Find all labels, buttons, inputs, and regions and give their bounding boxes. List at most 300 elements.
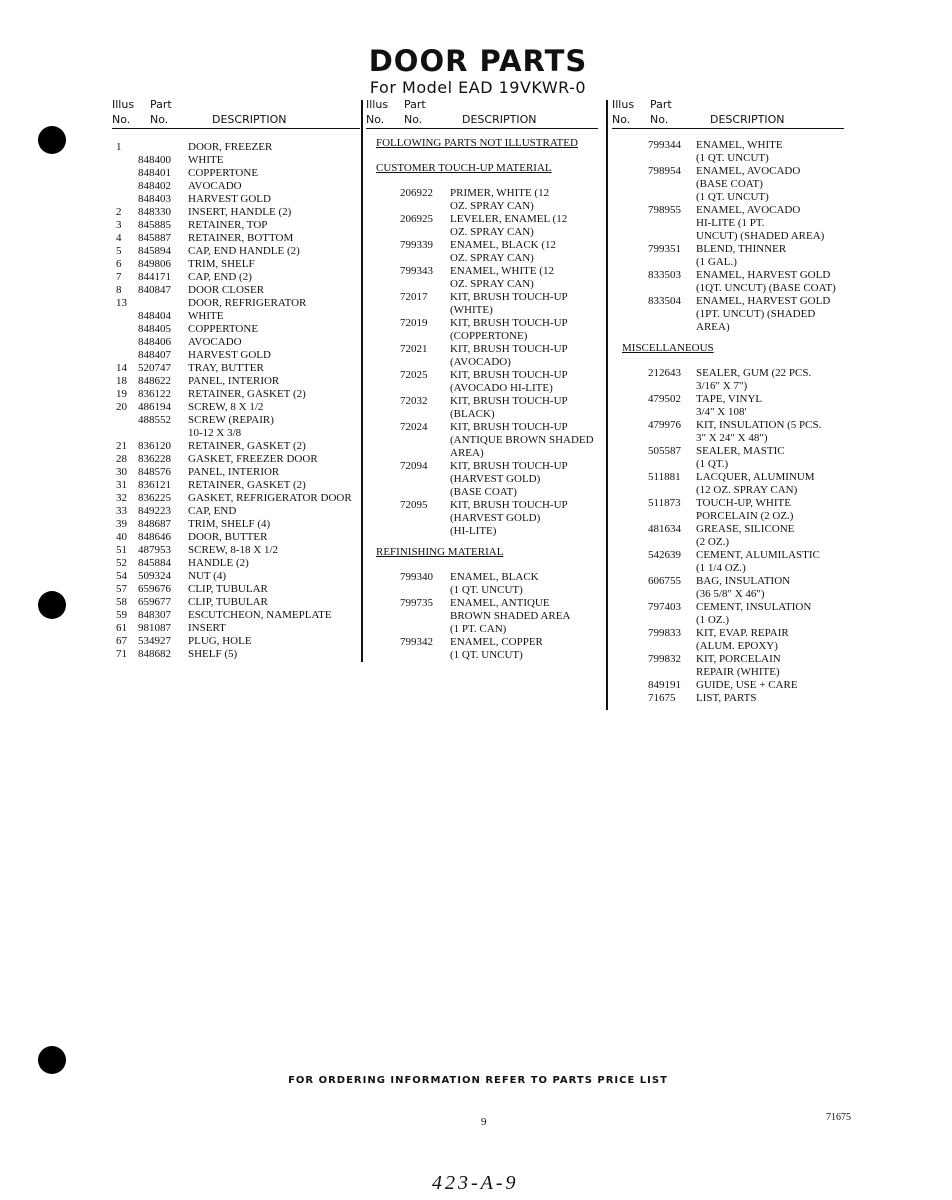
part-description: CAP, END HANDLE (2) xyxy=(188,245,300,257)
part-description: ENAMEL, BLACK (12 xyxy=(450,239,557,251)
part-description: KIT, BRUSH TOUCH-UP xyxy=(450,291,568,303)
table-row xyxy=(612,367,844,380)
table-row xyxy=(112,544,360,557)
part-description: (WHITE) xyxy=(450,304,493,316)
column-header xyxy=(612,98,844,129)
part-number: 799340 xyxy=(400,571,433,583)
part-description: ENAMEL, AVOCADO xyxy=(696,204,801,216)
table-row xyxy=(612,601,844,614)
part-number: 488552 xyxy=(138,414,171,426)
part-number: 72095 xyxy=(400,499,428,511)
table-row xyxy=(366,597,598,610)
part-description: GASKET, FREEZER DOOR xyxy=(188,453,318,465)
part-number: 840847 xyxy=(138,284,171,296)
part-description: (BASE COAT) xyxy=(450,486,517,498)
table-row xyxy=(366,512,598,525)
illus-number: 71 xyxy=(116,648,127,660)
part-number: 848646 xyxy=(138,531,171,543)
illus-number: 58 xyxy=(116,596,127,608)
illus-number: 33 xyxy=(116,505,127,517)
part-description: (12 OZ. SPRAY CAN) xyxy=(696,484,798,496)
part-description: TRIM, SHELF xyxy=(188,258,255,270)
part-description: ENAMEL, HARVEST GOLD xyxy=(696,269,831,281)
part-description: SCREW, 8-18 X 1/2 xyxy=(188,544,279,556)
table-row xyxy=(366,499,598,512)
model-subtitle: For Model EAD 19VKWR-0 xyxy=(369,78,587,97)
header-label: DESCRIPTION xyxy=(710,113,785,126)
table-row xyxy=(612,152,844,165)
part-description: GREASE, SILICONE xyxy=(696,523,795,535)
table-row xyxy=(112,635,360,648)
part-number: 486194 xyxy=(138,401,171,413)
page-number: 9 xyxy=(481,1116,487,1128)
part-description: ENAMEL, WHITE xyxy=(696,139,783,151)
part-number: 659676 xyxy=(138,583,171,595)
part-description: KIT, EVAP. REPAIR xyxy=(696,627,789,639)
part-number: 799342 xyxy=(400,636,433,648)
part-number: 848402 xyxy=(138,180,171,192)
part-number: 799344 xyxy=(648,139,681,151)
table-row xyxy=(612,692,844,705)
header-label: No. xyxy=(150,113,169,126)
table-row xyxy=(112,401,360,414)
table-row xyxy=(366,304,598,317)
part-description: HARVEST GOLD xyxy=(188,193,271,205)
part-number: 848682 xyxy=(138,648,171,660)
part-description: ENAMEL, WHITE (12 xyxy=(450,265,554,277)
part-description: WHITE xyxy=(188,154,224,166)
table-row xyxy=(612,679,844,692)
table-row xyxy=(112,505,360,518)
part-number: 481634 xyxy=(648,523,681,535)
table-row xyxy=(112,531,360,544)
table-row xyxy=(366,239,598,252)
part-number: 72021 xyxy=(400,343,428,355)
part-number: 606755 xyxy=(648,575,681,587)
header-label: No. xyxy=(404,113,423,126)
part-description: KIT, BRUSH TOUCH-UP xyxy=(450,460,568,472)
table-row xyxy=(366,395,598,408)
part-description: 3/16" X 7") xyxy=(696,380,748,392)
part-description: INSERT, HANDLE (2) xyxy=(188,206,292,218)
part-description: SEALER, MASTIC xyxy=(696,445,785,457)
table-row xyxy=(366,623,598,636)
page-title: DOOR PARTS xyxy=(368,44,588,78)
part-description: CEMENT, ALUMILASTIC xyxy=(696,549,820,561)
part-description: (1PT. UNCUT) (SHADED xyxy=(696,308,816,320)
table-row xyxy=(112,427,360,440)
table-row xyxy=(112,193,360,206)
illus-number: 14 xyxy=(116,362,127,374)
part-description: ENAMEL, BLACK xyxy=(450,571,539,583)
table-row xyxy=(612,549,844,562)
table-row xyxy=(612,243,844,256)
table-row xyxy=(366,447,598,460)
part-description: DOOR CLOSER xyxy=(188,284,265,296)
table-row xyxy=(366,187,598,200)
part-description: OZ. SPRAY CAN) xyxy=(450,252,534,264)
part-number: 659677 xyxy=(138,596,171,608)
part-number: 72032 xyxy=(400,395,428,407)
part-description: REPAIR (WHITE) xyxy=(696,666,780,678)
part-number: 72019 xyxy=(400,317,428,329)
table-row xyxy=(112,297,360,310)
illus-number: 28 xyxy=(116,453,127,465)
part-description: HI-LITE (1 PT. xyxy=(696,217,765,229)
header-label: Illus xyxy=(612,98,635,111)
part-number: 833504 xyxy=(648,295,681,307)
part-number: 72025 xyxy=(400,369,428,381)
part-description: KIT, BRUSH TOUCH-UP xyxy=(450,369,568,381)
table-row xyxy=(112,440,360,453)
column-divider xyxy=(606,100,608,710)
table-row xyxy=(112,609,360,622)
part-description: LEVELER, ENAMEL (12 xyxy=(450,213,568,225)
part-number: 836225 xyxy=(138,492,171,504)
part-number: 836122 xyxy=(138,388,171,400)
table-row xyxy=(366,610,598,623)
part-description: ENAMEL, AVOCADO xyxy=(696,165,801,177)
table-row xyxy=(112,141,360,154)
table-row xyxy=(612,230,844,243)
part-description: ENAMEL, COPPER xyxy=(450,636,543,648)
part-description: RETAINER, GASKET (2) xyxy=(188,479,306,491)
table-row xyxy=(612,269,844,282)
header-label: No. xyxy=(112,113,131,126)
part-description: (1 QT. UNCUT) xyxy=(450,649,523,661)
table-row xyxy=(612,282,844,295)
part-description: (1 1/4 OZ.) xyxy=(696,562,746,574)
part-description: PANEL, INTERIOR xyxy=(188,375,280,387)
part-number: 799351 xyxy=(648,243,681,255)
part-description: AVOCADO xyxy=(188,180,242,192)
part-number: 845894 xyxy=(138,245,171,257)
part-description: UNCUT) (SHADED AREA) xyxy=(696,230,825,242)
table-row xyxy=(612,295,844,308)
table-row xyxy=(112,219,360,232)
part-description: BAG, INSULATION xyxy=(696,575,791,587)
part-description: SCREW, 8 X 1/2 xyxy=(188,401,264,413)
table-row xyxy=(112,570,360,583)
part-description: GASKET, REFRIGERATOR DOOR xyxy=(188,492,352,504)
part-number: 833503 xyxy=(648,269,681,281)
part-description: (1QT. UNCUT) (BASE COAT) xyxy=(696,282,836,294)
illus-number: 18 xyxy=(116,375,127,387)
part-description: (AVOCADO HI-LITE) xyxy=(450,382,553,394)
table-row xyxy=(612,666,844,679)
part-description: (AVOCADO) xyxy=(450,356,511,368)
illus-number: 7 xyxy=(116,271,122,283)
part-number: 798955 xyxy=(648,204,681,216)
part-description: CLIP, TUBULAR xyxy=(188,583,268,595)
part-number: 848405 xyxy=(138,323,171,335)
part-number: 206925 xyxy=(400,213,433,225)
part-number: 849806 xyxy=(138,258,171,270)
illus-number: 59 xyxy=(116,609,127,621)
section-heading: REFINISHING MATERIAL xyxy=(376,546,504,558)
part-number: 848307 xyxy=(138,609,171,621)
part-description: PLUG, HOLE xyxy=(188,635,252,647)
handwritten-note: 423-A-9 xyxy=(432,1172,519,1194)
part-number: 520747 xyxy=(138,362,171,374)
column-header xyxy=(366,98,598,129)
table-row xyxy=(366,584,598,597)
table-row xyxy=(112,466,360,479)
table-row xyxy=(366,252,598,265)
part-number: 849223 xyxy=(138,505,171,517)
part-description: RETAINER, GASKET (2) xyxy=(188,388,306,400)
part-description: (HI-LITE) xyxy=(450,525,497,537)
punch-hole xyxy=(38,591,66,619)
table-row xyxy=(366,571,598,584)
table-row xyxy=(612,217,844,230)
table-row xyxy=(112,622,360,635)
part-description: OZ. SPRAY CAN) xyxy=(450,200,534,212)
part-description: COPPERTONE xyxy=(188,323,259,335)
illus-number: 52 xyxy=(116,557,127,569)
illus-number: 51 xyxy=(116,544,127,556)
table-row xyxy=(112,349,360,362)
illus-number: 40 xyxy=(116,531,127,543)
part-number: 836228 xyxy=(138,453,171,465)
header-label: Part xyxy=(650,98,672,111)
table-row xyxy=(112,154,360,167)
table-row xyxy=(612,458,844,471)
table-row xyxy=(112,362,360,375)
illus-number: 5 xyxy=(116,245,122,257)
table-row xyxy=(112,388,360,401)
part-description: KIT, PORCELAIN xyxy=(696,653,781,665)
illus-number: 3 xyxy=(116,219,122,231)
part-number: 799339 xyxy=(400,239,433,251)
part-description: SHELF (5) xyxy=(188,648,238,660)
part-number: 72094 xyxy=(400,460,428,472)
section-heading: FOLLOWING PARTS NOT ILLUSTRATED xyxy=(376,137,578,149)
table-row xyxy=(112,336,360,349)
table-row xyxy=(366,408,598,421)
table-row xyxy=(366,356,598,369)
part-number: 511881 xyxy=(648,471,681,483)
part-description: OZ. SPRAY CAN) xyxy=(450,226,534,238)
illus-number: 2 xyxy=(116,206,122,218)
illus-number: 1 xyxy=(116,141,122,153)
part-number: 845887 xyxy=(138,232,171,244)
header-label: Part xyxy=(404,98,426,111)
part-description: BLEND, THINNER xyxy=(696,243,787,255)
part-description: TAPE, VINYL xyxy=(696,393,763,405)
header-label: DESCRIPTION xyxy=(462,113,537,126)
part-description: LACQUER, ALUMINUM xyxy=(696,471,815,483)
part-description: RETAINER, BOTTOM xyxy=(188,232,294,244)
table-row xyxy=(112,284,360,297)
part-description: DOOR, REFRIGERATOR xyxy=(188,297,307,309)
illus-number: 21 xyxy=(116,440,127,452)
table-row xyxy=(366,291,598,304)
table-row xyxy=(612,432,844,445)
table-row xyxy=(612,406,844,419)
table-row xyxy=(612,419,844,432)
table-row xyxy=(612,562,844,575)
part-description: CEMENT, INSULATION xyxy=(696,601,812,613)
table-row xyxy=(366,213,598,226)
part-description: TRIM, SHELF (4) xyxy=(188,518,271,530)
part-description: HANDLE (2) xyxy=(188,557,249,569)
part-number: 509324 xyxy=(138,570,171,582)
part-description: (1 PT. CAN) xyxy=(450,623,507,635)
table-row xyxy=(112,180,360,193)
illus-number: 30 xyxy=(116,466,127,478)
parts-column-3 xyxy=(612,98,844,705)
part-number: 799833 xyxy=(648,627,681,639)
part-description: (HARVEST GOLD) xyxy=(450,473,541,485)
part-description: 10-12 X 3/8 xyxy=(188,427,242,439)
part-description: DOOR, BUTTER xyxy=(188,531,268,543)
table-row xyxy=(112,557,360,570)
part-description: OZ. SPRAY CAN) xyxy=(450,278,534,290)
part-description: CLIP, TUBULAR xyxy=(188,596,268,608)
part-description: PORCELAIN (2 OZ.) xyxy=(696,510,794,522)
part-number: 505587 xyxy=(648,445,681,457)
table-row xyxy=(612,614,844,627)
part-description: SCREW (REPAIR) xyxy=(188,414,274,426)
part-description: LIST, PARTS xyxy=(696,692,757,704)
table-row xyxy=(112,583,360,596)
header-label: Illus xyxy=(112,98,135,111)
table-row xyxy=(612,575,844,588)
table-row xyxy=(112,596,360,609)
table-row xyxy=(612,191,844,204)
illus-number: 4 xyxy=(116,232,122,244)
part-number: 799735 xyxy=(400,597,433,609)
part-description: (ANTIQUE BROWN SHADED xyxy=(450,434,594,446)
table-row xyxy=(112,258,360,271)
header-label: DESCRIPTION xyxy=(212,113,287,126)
part-number: 845884 xyxy=(138,557,171,569)
table-row xyxy=(112,232,360,245)
part-number: 206922 xyxy=(400,187,433,199)
illus-number: 6 xyxy=(116,258,122,270)
table-row xyxy=(366,434,598,447)
table-row xyxy=(612,471,844,484)
table-row xyxy=(612,510,844,523)
table-row xyxy=(112,518,360,531)
part-number: 479976 xyxy=(648,419,681,431)
part-description: (2 OZ.) xyxy=(696,536,729,548)
illus-number: 54 xyxy=(116,570,127,582)
table-row xyxy=(612,204,844,217)
part-description: TOUCH-UP, WHITE xyxy=(696,497,791,509)
table-row xyxy=(366,317,598,330)
table-row xyxy=(112,271,360,284)
part-description: 3/4" X 108' xyxy=(696,406,747,418)
punch-hole xyxy=(38,126,66,154)
illus-number: 32 xyxy=(116,492,127,504)
part-number: 848401 xyxy=(138,167,171,179)
table-row xyxy=(366,460,598,473)
table-row xyxy=(112,648,360,661)
table-row xyxy=(612,523,844,536)
table-row xyxy=(112,453,360,466)
parts-column-1 xyxy=(112,98,360,661)
ordering-note: FOR ORDERING INFORMATION REFER TO PARTS PRICE LIST xyxy=(288,1075,668,1086)
table-row xyxy=(366,486,598,499)
part-description: (BLACK) xyxy=(450,408,495,420)
table-row xyxy=(366,649,598,662)
table-row xyxy=(366,226,598,239)
part-number: 848407 xyxy=(138,349,171,361)
part-description: DOOR, FREEZER xyxy=(188,141,273,153)
part-description: (36 5/8" X 46") xyxy=(696,588,765,600)
part-description: KIT, BRUSH TOUCH-UP xyxy=(450,421,568,433)
table-row xyxy=(366,473,598,486)
part-number: 487953 xyxy=(138,544,171,556)
part-description: (1 QT. UNCUT) xyxy=(696,191,769,203)
table-row xyxy=(612,640,844,653)
part-number: 798954 xyxy=(648,165,681,177)
part-number: 797403 xyxy=(648,601,681,613)
column-divider xyxy=(361,100,363,662)
part-number: 511873 xyxy=(648,497,681,509)
header-label: Illus xyxy=(366,98,389,111)
illus-number: 8 xyxy=(116,284,122,296)
table-row xyxy=(612,588,844,601)
illus-number: 20 xyxy=(116,401,127,413)
part-number: 848400 xyxy=(138,154,171,166)
table-row xyxy=(112,323,360,336)
part-description: ENAMEL, HARVEST GOLD xyxy=(696,295,831,307)
part-description: COPPERTONE xyxy=(188,167,259,179)
part-description: CAP, END xyxy=(188,505,237,517)
section-heading: MISCELLANEOUS xyxy=(622,342,714,354)
part-description: RETAINER, TOP xyxy=(188,219,268,231)
table-row xyxy=(366,421,598,434)
part-description: PRIMER, WHITE (12 xyxy=(450,187,550,199)
table-row xyxy=(366,343,598,356)
header-label: No. xyxy=(612,113,631,126)
table-row xyxy=(612,445,844,458)
part-number: 981087 xyxy=(138,622,171,634)
table-row xyxy=(612,178,844,191)
part-number: 848687 xyxy=(138,518,171,530)
part-description: (1 QT.) xyxy=(696,458,729,470)
table-row xyxy=(366,369,598,382)
part-number: 848403 xyxy=(138,193,171,205)
table-row xyxy=(112,245,360,258)
header-label: No. xyxy=(650,113,669,126)
part-number: 479502 xyxy=(648,393,681,405)
table-row xyxy=(366,330,598,343)
table-row xyxy=(366,278,598,291)
part-number: 72017 xyxy=(400,291,428,303)
part-number: 799343 xyxy=(400,265,433,277)
section-heading: CUSTOMER TOUCH-UP MATERIAL xyxy=(376,162,552,174)
illus-number: 31 xyxy=(116,479,127,491)
table-row xyxy=(612,321,844,334)
table-row xyxy=(612,497,844,510)
part-number: 848404 xyxy=(138,310,171,322)
part-description: 3" X 24" X 48") xyxy=(696,432,768,444)
part-number: 836121 xyxy=(138,479,171,491)
part-description: ENAMEL, ANTIQUE xyxy=(450,597,550,609)
part-description: ESCUTCHEON, NAMEPLATE xyxy=(188,609,332,621)
part-description: AREA) xyxy=(696,321,730,333)
table-row xyxy=(612,165,844,178)
part-number: 542639 xyxy=(648,549,681,561)
part-description: PANEL, INTERIOR xyxy=(188,466,280,478)
part-description: TRAY, BUTTER xyxy=(188,362,264,374)
part-description: RETAINER, GASKET (2) xyxy=(188,440,306,452)
part-number: 848406 xyxy=(138,336,171,348)
